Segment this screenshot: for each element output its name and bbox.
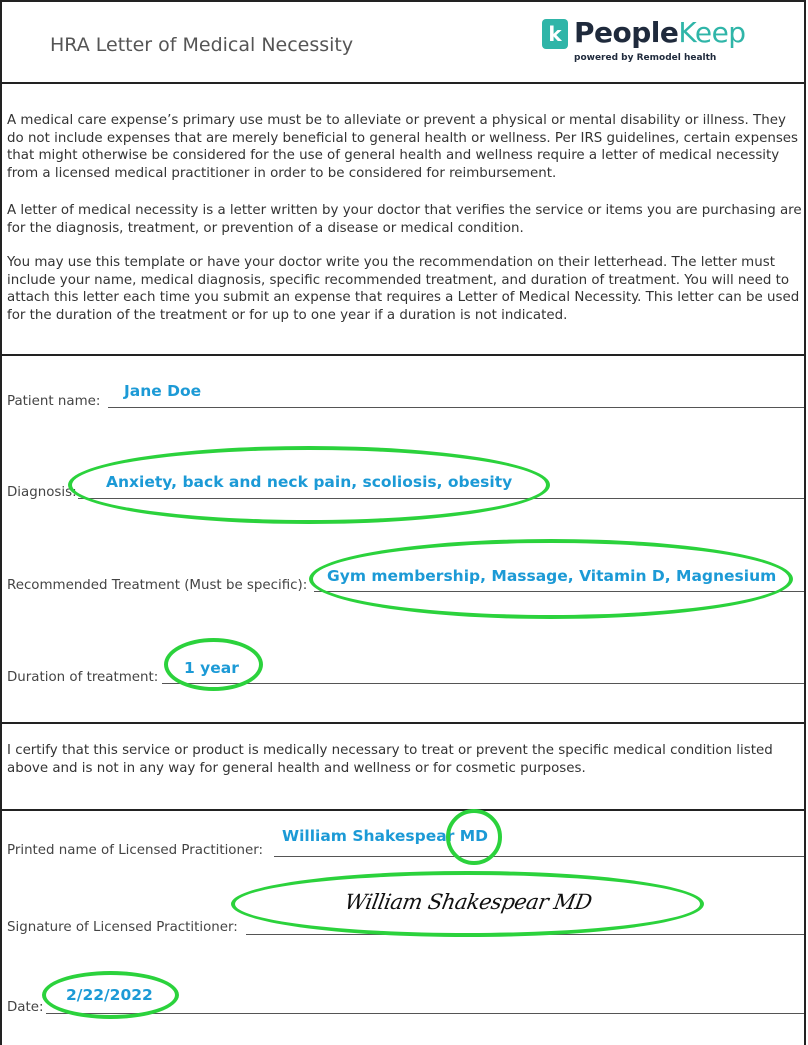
patient-name-value[interactable]: Jane Doe [124, 382, 202, 400]
signature-label: Signature of Licensed Practitioner: [7, 920, 238, 935]
logo-name-keep: Keep [678, 16, 746, 49]
divider [2, 354, 804, 356]
top-border [2, 0, 804, 2]
logo-name-people: People [574, 16, 679, 49]
divider [2, 82, 804, 84]
treatment-label: Recommended Treatment (Must be specific): [7, 578, 308, 593]
duration-highlight-ring [164, 638, 263, 691]
duration-value[interactable]: 1 year [184, 659, 239, 677]
duration-label: Duration of treatment: [7, 670, 159, 685]
intro-paragraph-3: You may use this template or have your doctor write you the recommendation on their letterhead. The letter must include your name, medical diagnosis, specific recommended treatment, and duration of treatment. You will need to attach this letter each time you submit an expense that requires a Letter of Medical Necessity. This letter can be used for the duration of the treatment or for up to one year if a duration is not indicated. [7, 255, 800, 323]
printed-name-value[interactable]: William Shakespear MD [282, 827, 489, 845]
divider [2, 809, 804, 811]
date-value[interactable]: 2/22/2022 [66, 986, 153, 1004]
intro-paragraph-2: A letter of medical necessity is a letter written by your doctor that verifies the service or items you are purchasing are for the diagnosis, treatment, or prevention of a disease or medical condition. [7, 203, 802, 236]
patient-name-line [108, 407, 804, 408]
intro-paragraph-1: A medical care expense’s primary use must be to alleviate or prevent a physical or mental disability or illness. They do not include expenses that are merely beneficial to general health or wellness. Per IRS guidelines, certain expenses that might otherwise be considered for the use of general health and wellness require a letter of medical necessity from a licensed medical practitioner in order to be considered for reimbursement. [7, 113, 799, 181]
certification-text: I certify that this service or product is medically necessary to treat or prevent the specific medical condition listed above and is not in any way for general health and wellness or for cosmetic purposes. [7, 743, 773, 776]
printed-name-line [274, 856, 804, 857]
diagnosis-value[interactable]: Anxiety, back and neck pain, scoliosis, obesity [106, 473, 513, 491]
treatment-value[interactable]: Gym membership, Massage, Vitamin D, Magnesium [327, 567, 777, 585]
date-label: Date: [7, 1000, 44, 1015]
logo-mark-icon: k [542, 19, 568, 49]
date-highlight-ring [42, 971, 179, 1019]
signature-highlight-ring [231, 871, 704, 937]
logo-name [574, 16, 746, 49]
treatment-highlight-ring [309, 539, 793, 619]
handwritten-signature: William Shakespear MD [342, 890, 594, 914]
date-line [46, 1013, 804, 1014]
md-highlight-ring [446, 809, 502, 865]
diagnosis-highlight-ring [68, 446, 550, 524]
printed-name-label: Printed name of Licensed Practitioner: [7, 843, 263, 858]
patient-name-label: Patient name: [7, 394, 101, 409]
logo-powered-by: powered by Remodel health [574, 53, 717, 63]
page-title: HRA Letter of Medical Necessity [50, 34, 354, 56]
divider [2, 722, 804, 724]
diagnosis-label: Diagnosis: [7, 485, 77, 500]
peoplekeep-logo [542, 16, 772, 66]
duration-line [162, 683, 804, 684]
